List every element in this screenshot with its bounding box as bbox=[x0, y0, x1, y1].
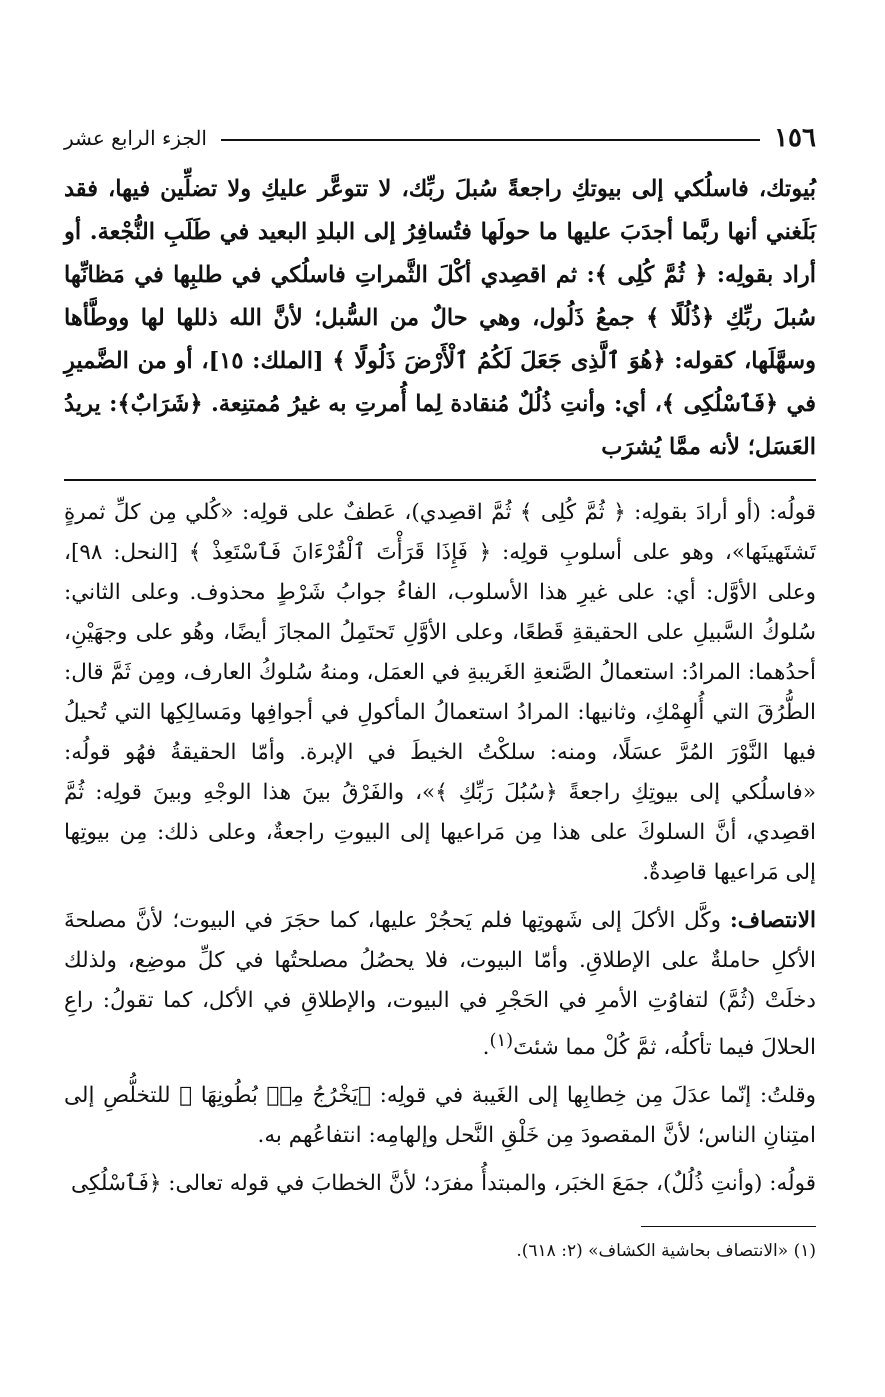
running-header bbox=[64, 118, 816, 158]
header-rule bbox=[221, 139, 760, 141]
book-page bbox=[64, 118, 816, 1265]
page-number: ١٥٦ bbox=[774, 123, 816, 153]
footnote: (١) «الانتصاف بحاشية الكشاف» (٢: ٦١٨). bbox=[516, 1241, 816, 1262]
commentary-paragraph: وقلتُ: إنّما عدَلَ مِن خِطابِها إلى الغَيبة في قولِه: ﴿يَخْرُجُ مِنۢ بُطُونِهَا ﴾ للتخلُّصِ إلى امتِنانِ الناس؛ لأنَّ المقصودَ مِن خَلْقِ النَّحل وإلهامِه: انتفاعُهم به. bbox=[64, 1083, 816, 1149]
paragraph-text: وكَّل الأكلَ إلى شَهوتِها فلم يَحجُرْ عليها، كما حجَرَ في البيوت؛ لأنَّ مصلحةَ الأكلِ حاملةٌ على الإطلاقِ. وأمّا البيوت، فلا يحصُلُ مصلحتُها في كلِّ موضِع، ولذلك دخلَتْ (ثُمَّ) لتفاوُتِ الأمرِ في الحَجْرِ في البيوت، والإطلاقِ في الأكل، كما تقولُ: راعِ الحلالَ فيما تأكلُه، ثمَّ كُلْ مما شئتَ bbox=[64, 908, 816, 1061]
commentary-paragraph: قولُه: (وأنتِ ذُلُلٌ)، جمَعَ الخبَر، والمبتدأُ مفرَد؛ لأنَّ الخطابَ في قوله تعالى: ﴿فَٱسْلُكِى bbox=[71, 1171, 816, 1197]
commentary-paragraph bbox=[64, 901, 816, 1068]
paragraph-end: . bbox=[482, 1035, 490, 1061]
main-paragraph: بُيوتك، فاسلُكي إلى بيوتكِ راجعةً سُبلَ ربِّك، لا تتوعَّر عليكِ ولا تضلِّين فيها، فقد بَلَغني أنها ربَّما أجدَبَ عليها ما حولَها فتُسافِرُ إلى البلدِ البعيد في طَلَبِ النُّجْعة. أو أراد بقولِه: ﴿ ثُمَّ كُلِى ﴾: ثم اقصِدي أكْلَ الثَّمراتِ فاسلُكي في طلبِها في مَظانِّها سُبلَ ربِّكِ ﴿ذُلُلًا ﴾ جمعُ ذَلُول، وهي حالٌ من السُّبل؛ لأنَّ الله ذللها لها ووطَّأها وسهَّلَها، كقوله: ﴿هُوَ ٱلَّذِى جَعَلَ لَكُمُ ٱلْأَرْضَ ذَلُولًا ﴾ [الملك: ١٥]، أو من الضَّميرِ في ﴿فَٱسْلُكِى ﴾، أي: وأنتِ ذُلُلٌ مُنقادة لِما أُمرتِ به غيرُ مُمتنِعة. ﴿شَرَابٌ﴾: يريدُ العَسَل؛ لأنه ممَّا يُشرَب bbox=[64, 176, 816, 460]
commentary-paragraph: قولُه: (أو أرادَ بقولِه: ﴿ ثُمَّ كُلِى ﴾ ثُمَّ اقصِدي)، عَطفٌ على قولِه: «كُلي مِن كلِّ ثمرةٍ تَشتَهينَها»، وهو على أسلوبِ قولِه: ﴿ فَإِذَا قَرَأْتَ ٱلْقُرْءَانَ فَٱسْتَعِذْ ﴾ [النحل: ٩٨]، وعلى الأوَّل: أي: على غيرِ هذا الأسلوب، الفاءُ جوابُ شَرْطٍ محذوف. وعلى الثاني: سُلوكُ السَّبيلِ على الحقيقةِ قَطعًا، وعلى الأوَّلِ تَحتَمِلُ المجازَ أيضًا، وهُو على وجهَيْنِ، أحدُهما: المرادُ: استعمالُ الصَّنعةِ الغَريبةِ في العمَل، ومنهُ سُلوكُ العارف، ومِن ثَمَّ قال: الطُّرُقَ التي أُلهِمْكِ، وثانيها: المرادُ استعمالُ المأكولِ في أجوافِها ومَسالِكِها التي تُحيلُ فيها النَّوْرَ المُرَّ عسَلًا، ومنه: سلكْتُ الخيطَ في الإبرة. وأمّا الحقيقةُ فهُو قولُه: «فاسلُكي إلى بيوتِكِ راجعةً ﴿سُبُلَ رَبِّكِ ﴾»، والفَرْقُ بينَ هذا الوجْهِ وبينَ قولِه: ثُمَّ اقصِدي، أنَّ السلوكَ على هذا مِن مَراعيها إلى البيوتِ راجعةٌ، وعلى ذلك: مِن بيوتِها إلى مَراعيها قاصِدةٌ. bbox=[64, 500, 816, 885]
running-title: الجزء الرابع عشر bbox=[64, 126, 207, 150]
footnote-rule bbox=[641, 1226, 816, 1227]
commentary bbox=[64, 493, 816, 1204]
paragraph-lead: الانتصاف: bbox=[729, 908, 816, 933]
main-text bbox=[64, 168, 816, 469]
section-divider bbox=[64, 479, 816, 481]
footnote-reference[interactable]: (١) bbox=[489, 1030, 514, 1051]
